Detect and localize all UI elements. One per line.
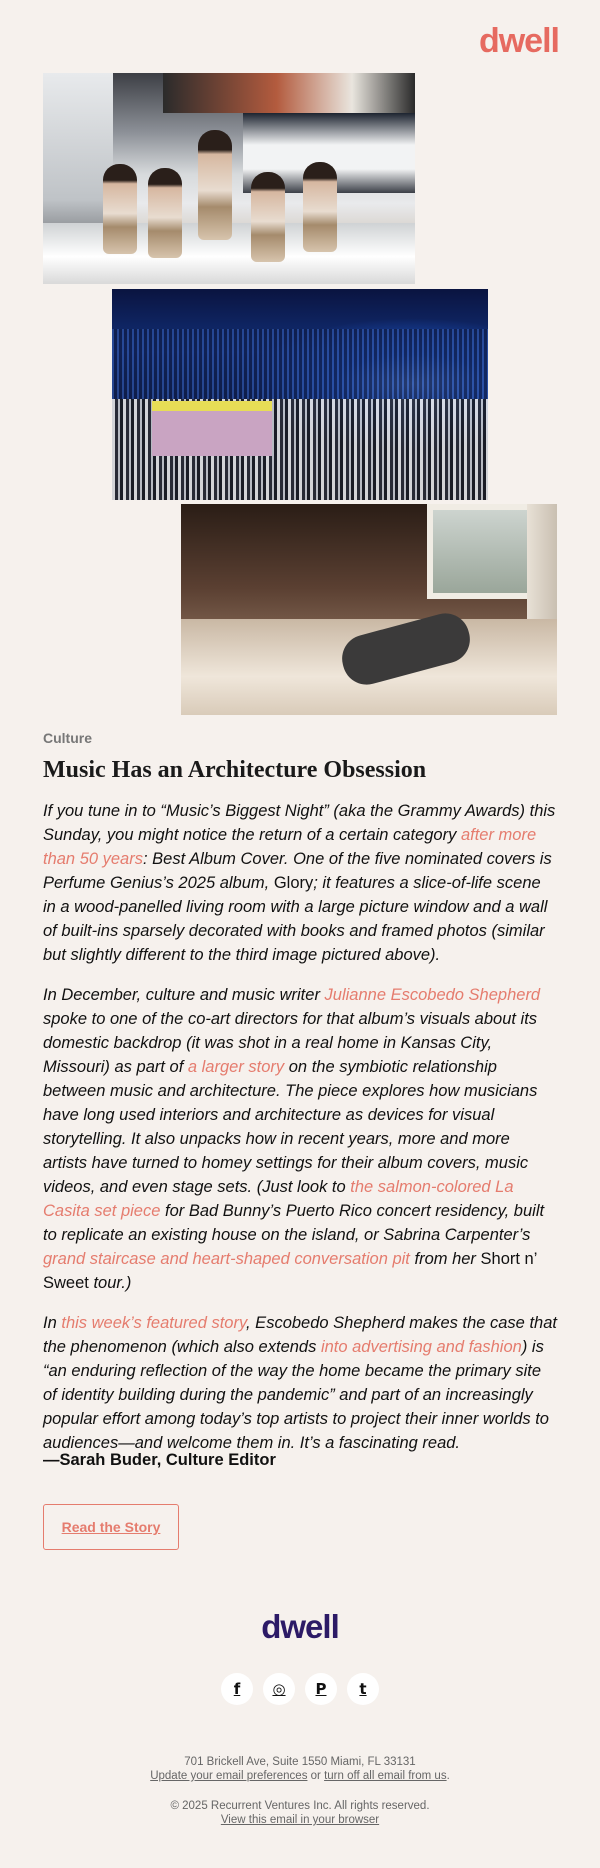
unsubscribe-link[interactable]: turn off all email from us — [324, 1770, 447, 1782]
footer-copyright: © 2025 Recurrent Ventures Inc. All rights reserved. — [170, 1800, 430, 1812]
facebook-icon[interactable]: f — [221, 1673, 253, 1705]
link-larger-story[interactable]: a larger story — [187, 1058, 285, 1076]
text: for Bad Bunny’s Puerto Rico concert residency, built to replicate an existing house on the island, or Sabrina Carpenter’s — [43, 1202, 545, 1244]
text: . — [446, 1770, 450, 1782]
article-body — [43, 799, 557, 1471]
footer-preferences — [0, 1769, 600, 1783]
image-figure — [103, 164, 137, 254]
image-detail — [112, 329, 488, 399]
image-detail — [163, 73, 415, 113]
image-figure — [148, 168, 182, 258]
text: ) is “an enduring reflection of the way the home became the primary site of identity building during the pandemic” and part of an increasingly popular effort among today’s top artists to project their inner worlds to audiences—and welcome them in. It’s a fascinating read. — [43, 1338, 549, 1452]
paragraph-1 — [43, 799, 557, 967]
footer-address: 701 Brickell Ave, Suite 1550 Miami, FL 33131 — [184, 1756, 416, 1768]
instagram-icon[interactable]: ◎ — [263, 1673, 295, 1705]
text: : Best Album Cover. One of the five nominated covers is Perfume Genius’s 2025 album, — [43, 850, 552, 892]
author-signature: —Sarah Buder, Culture Editor — [43, 1451, 276, 1469]
text: spoke to one of the co-art directors for that album’s visuals about its domestic backdrop (it was shot in a real home in Kansas City, Missouri) as part of — [43, 1010, 538, 1076]
link-featured-story[interactable]: this week’s featured story — [61, 1314, 247, 1332]
text: In December, culture and music writer — [43, 986, 325, 1004]
link-advertising-fashion[interactable]: into advertising and fashion — [320, 1338, 522, 1356]
image-figure — [303, 162, 337, 252]
social-links — [220, 1673, 380, 1705]
link-author[interactable]: Julianne Escobedo Shepherd — [324, 986, 541, 1004]
text: , Escobedo Shepherd makes the case that the phenomenon (which also extends — [43, 1314, 557, 1356]
image-detail — [152, 401, 272, 456]
hero-image-dancers[interactable] — [43, 73, 415, 284]
paragraph-3 — [43, 1311, 557, 1455]
hero-image-concert[interactable] — [112, 289, 488, 500]
footer-dwell-logo[interactable]: dwell — [261, 1608, 339, 1645]
image-detail — [427, 504, 537, 599]
section-label: Culture — [43, 730, 92, 746]
update-preferences-link[interactable]: Update your email preferences — [150, 1770, 308, 1782]
link-after-50-years[interactable]: after more than 50 years — [43, 826, 537, 868]
album-title: Glory — [273, 874, 314, 892]
twitter-icon[interactable]: t — [347, 1673, 379, 1705]
text: If you tune in to “Music’s Biggest Night” (aka the Grammy Awards) this Sunday, you might notice the return of a certain category — [43, 802, 556, 844]
image-figure — [251, 172, 285, 262]
read-the-story-button[interactable]: Read the Story — [43, 1504, 179, 1550]
article-title[interactable]: Music Has an Architecture Obsession — [43, 757, 427, 783]
tour-title: Short n’ Sweet — [43, 1250, 537, 1292]
image-figure — [198, 130, 232, 240]
text: on the symbiotic relationship between music and architecture. The piece explores how musicians have long used interiors and architecture as devices for visual storytelling. It also unpacks how in recent years, more and more artists have turned to homey settings for their album covers, music videos, and even stage sets. (Just look to — [43, 1058, 538, 1196]
text: from her — [409, 1250, 481, 1268]
dwell-logo[interactable]: dwell — [478, 22, 559, 60]
paragraph-2 — [43, 983, 557, 1295]
text: ; it features a slice-of-life scene in a wood-panelled living room with a large picture window and a wall of built-ins sparsely decorated with books and framed photos (similar but slightly different to the third image pictured above). — [43, 874, 548, 964]
link-la-casita[interactable]: the salmon-colored La Casita set piece — [43, 1178, 514, 1220]
link-staircase[interactable]: grand staircase and heart-shaped conversation pit — [43, 1250, 410, 1268]
text: In — [43, 1314, 62, 1332]
hero-image-living-room[interactable] — [181, 504, 557, 715]
text: tour.) — [88, 1274, 132, 1292]
footer-browser — [0, 1813, 600, 1827]
text: or — [307, 1770, 325, 1782]
pinterest-icon[interactable]: P — [305, 1673, 337, 1705]
view-in-browser-link[interactable]: View this email in your browser — [220, 1814, 380, 1826]
